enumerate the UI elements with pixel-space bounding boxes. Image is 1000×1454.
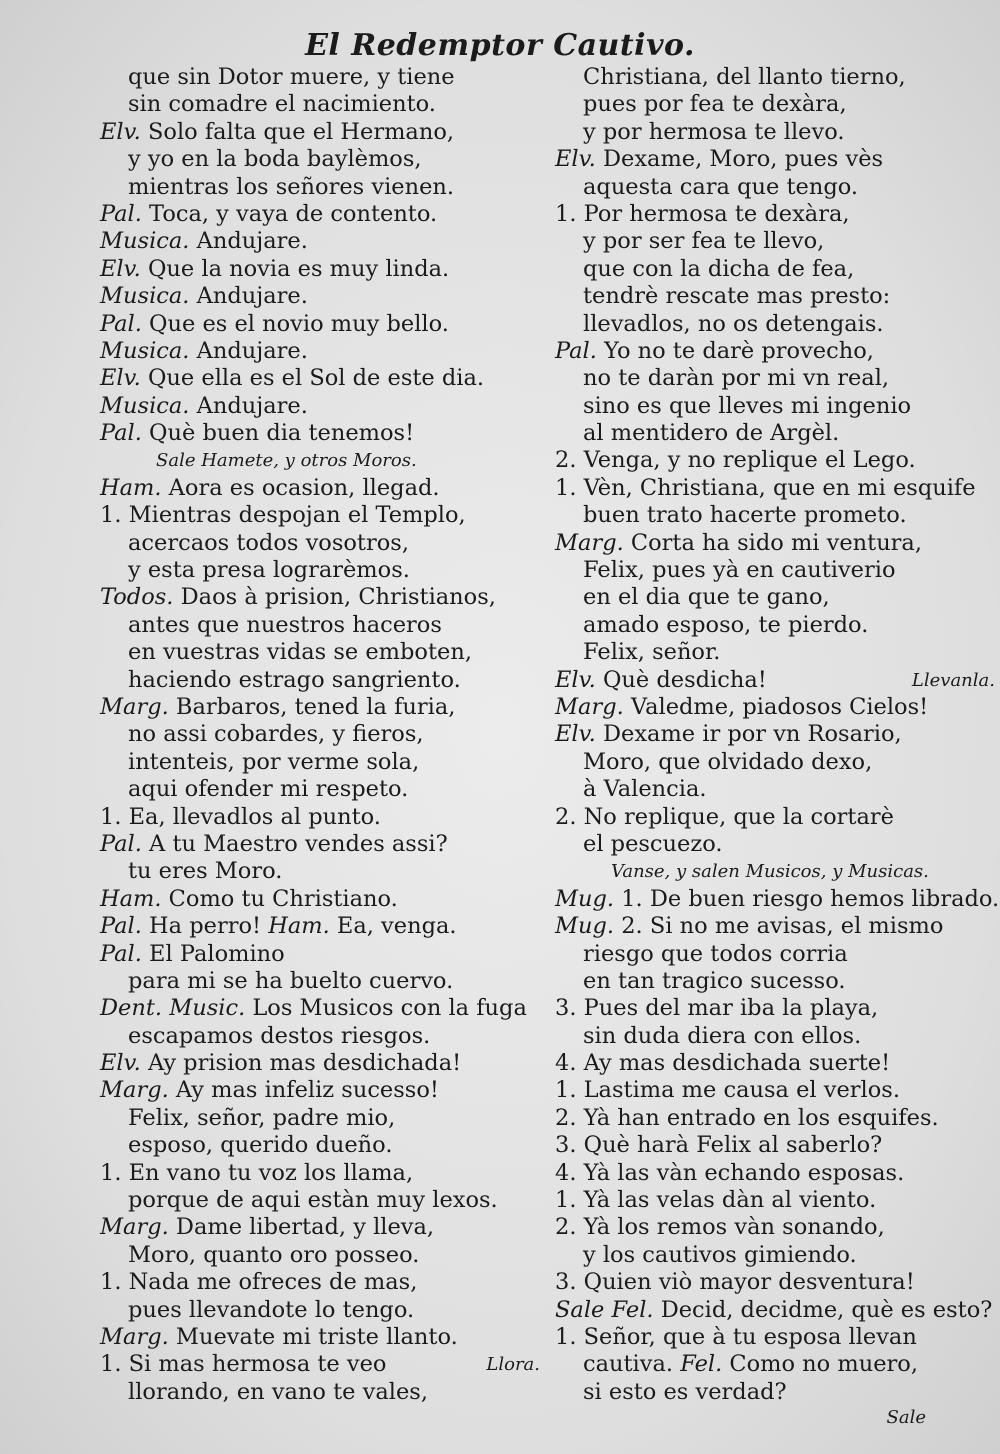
verse-text: Ea, venga. <box>329 913 457 940</box>
verse-text: y por hermosa te llevo. <box>583 118 845 145</box>
verse-text: sino es que lleves mi ingenio <box>583 392 912 419</box>
verse-text: Moro, quanto oro posseo. <box>128 1241 420 1268</box>
verse-text: Andujare. <box>189 283 308 310</box>
speaker-label: Elv. <box>555 146 596 173</box>
verse-text: haciendo estrago sangriento. <box>128 666 461 693</box>
page-header: El Redemptor Cautivo. <box>305 28 695 63</box>
speaker-label: Pal. <box>100 830 142 857</box>
verse-text: Andujare. <box>189 337 308 364</box>
verse-text: Ha perro! <box>141 913 269 940</box>
verse-line <box>555 941 995 968</box>
verse-line <box>100 667 540 694</box>
verse-text: 1. En vano tu voz los llama, <box>100 1159 414 1186</box>
verse-text: que sin Dotor muere, y tiene <box>128 64 455 90</box>
verse-line <box>100 146 540 173</box>
verse-line <box>555 502 995 529</box>
verse-text: y los cautivos gimiendo. <box>583 1241 857 1268</box>
verse-line <box>555 1077 995 1104</box>
verse-line <box>555 365 995 392</box>
verse-text: 2. No replique, que la cortarè <box>555 803 894 830</box>
verse-line <box>555 256 995 283</box>
speaker-label: Elv. <box>100 1050 141 1077</box>
speaker-label: Marg. <box>555 693 624 720</box>
verse-line <box>555 1269 995 1296</box>
verse-line <box>100 721 540 748</box>
verse-text: Barbaros, tened la furia, <box>168 693 456 720</box>
verse-text: Corta ha sido mi ventura, <box>623 529 923 556</box>
verse-text: 3. Pues del mar iba la playa, <box>555 995 879 1022</box>
verse-line <box>555 584 995 611</box>
verse-text: 1. Mientras despojan el Templo, <box>100 502 466 529</box>
verse-text: Como tu Christiano. <box>161 885 398 912</box>
verse-text: Aora es ocasion, llegad. <box>161 474 440 501</box>
verse-line <box>100 530 540 557</box>
verse-line <box>555 721 995 748</box>
verse-line <box>100 694 540 721</box>
verse-text: à Valencia. <box>583 776 707 803</box>
verse-text: tendrè rescate mas presto: <box>583 283 891 310</box>
verse-line <box>100 1077 540 1104</box>
verse-text: 2. Yà han entrado en los esquifes. <box>555 1104 939 1131</box>
verse-line <box>100 338 540 365</box>
verse-line <box>100 119 540 146</box>
verse-line <box>555 447 995 474</box>
speaker-label: Todos. <box>100 584 174 611</box>
verse-text: en tan tragico sucesso. <box>583 967 846 994</box>
verse-text: Ay prision mas desdichada! <box>140 1050 462 1077</box>
verse-line <box>555 64 995 91</box>
speaker-label: Elv. <box>100 118 141 145</box>
speaker-label: Musica. <box>100 283 190 310</box>
verse-text: Que ella es el Sol de este dia. <box>140 365 485 392</box>
verse-line <box>555 1132 995 1159</box>
verse-line <box>100 1132 540 1159</box>
verse-line <box>100 1297 540 1324</box>
verse-line <box>555 995 995 1022</box>
verse-line <box>555 612 995 639</box>
verse-line <box>555 1105 995 1132</box>
verse-text: Como no muero, <box>722 1351 918 1378</box>
right-column <box>555 64 1000 1406</box>
verse-text: no assi cobardes, y fieros, <box>128 721 424 748</box>
verse-text: Dame libertad, y lleva, <box>168 1214 435 1241</box>
verse-text: que con la dicha de fea, <box>583 255 855 282</box>
verse-line <box>100 174 540 201</box>
speaker-label: Pal. <box>100 200 142 227</box>
verse-text: Felix, señor, padre mio, <box>128 1104 396 1131</box>
verse-text: 1. Ea, llevadlos al punto. <box>100 803 381 830</box>
verse-line <box>555 913 995 940</box>
verse-text: Dexame, Moro, pues vès <box>595 146 884 173</box>
verse-line <box>100 91 540 118</box>
verse-line <box>100 776 540 803</box>
verse-line <box>100 968 540 995</box>
verse-text: 1. Si mas hermosa te veo <box>100 1351 387 1378</box>
verse-text: para mi se ha buelto cuervo. <box>128 967 454 994</box>
speaker-label: Pal. <box>555 337 597 364</box>
verse-line <box>100 1351 540 1378</box>
verse-text: 1. Señor, que à tu esposa llevan <box>555 1323 917 1350</box>
verse-text: Muevate mi triste llanto. <box>168 1323 458 1350</box>
verse-line <box>555 694 995 721</box>
verse-line <box>555 639 995 666</box>
verse-text: sin duda diera con ellos. <box>583 1022 862 1049</box>
verse-line <box>100 420 540 447</box>
verse-text: llevadlos, no os detengais. <box>583 310 884 337</box>
verse-text: 4. Yà las vàn echando esposas. <box>555 1159 905 1186</box>
verse-line <box>555 311 995 338</box>
verse-line <box>555 91 995 118</box>
speaker-label: Marg. <box>555 529 624 556</box>
speaker-label: Marg. <box>100 1214 169 1241</box>
speaker-label: Fel. <box>680 1351 723 1378</box>
verse-line <box>555 1351 995 1378</box>
verse-text: Què buen dia tenemos! <box>141 420 415 447</box>
verse-line <box>100 804 540 831</box>
verse-line <box>100 858 540 885</box>
speaker-label: Pal. <box>100 940 142 967</box>
verse-text: acercaos todos vosotros, <box>128 529 409 556</box>
speaker-label: Ham. <box>100 885 162 912</box>
verse-line <box>100 1269 540 1296</box>
verse-line <box>100 1023 540 1050</box>
verse-line <box>555 968 995 995</box>
verse-text: cautiva. <box>583 1351 681 1378</box>
verse-line <box>100 941 540 968</box>
verse-text: A tu Maestro vendes assi? <box>141 830 448 857</box>
verse-text: intenteis, por verme sola, <box>128 748 420 775</box>
verse-text: 1. Yà las velas dàn al viento. <box>555 1187 877 1214</box>
verse-text: Ay mas infeliz sucesso! <box>168 1077 439 1104</box>
verse-text: 4. Ay mas desdichada suerte! <box>555 1050 891 1077</box>
verse-text: al mentidero de Argèl. <box>583 420 840 447</box>
verse-text: 3. Què harà Felix al saberlo? <box>555 1132 883 1159</box>
verse-text: 1. Nada me ofreces de mas, <box>100 1269 418 1296</box>
speaker-label: Mug. <box>555 885 615 912</box>
verse-line <box>555 283 995 310</box>
verse-text: Andujare. <box>189 392 308 419</box>
verse-line <box>555 1242 995 1269</box>
verse-line <box>100 311 540 338</box>
verse-text: 2. Venga, y no replique el Lego. <box>555 447 916 474</box>
verse-text: 1. Vèn, Christiana, que en mi esquife <box>555 474 976 501</box>
verse-text: Toca, y vaya de contento. <box>141 200 438 227</box>
verse-line <box>100 831 540 858</box>
verse-text: amado esposo, te pierdo. <box>583 611 869 638</box>
verse-line <box>100 749 540 776</box>
verse-text: llorando, en vano te vales, <box>128 1378 428 1405</box>
verse-text: aqui ofender mi respeto. <box>128 776 409 803</box>
verse-text: buen trato hacerte prometo. <box>583 502 907 529</box>
verse-line <box>100 283 540 310</box>
verse-line <box>555 228 995 255</box>
verse-text: pues llevandote lo tengo. <box>128 1296 415 1323</box>
verse-text: mientras los señores vienen. <box>128 173 455 200</box>
verse-line <box>100 1050 540 1077</box>
speaker-label: Marg. <box>100 693 169 720</box>
verse-text: El Palomino <box>141 940 285 967</box>
verse-text: Que la novia es muy linda. <box>140 255 450 282</box>
stage-direction: Sale Hamete, y otros Moros. <box>156 450 417 472</box>
verse-line <box>100 1214 540 1241</box>
verse-line <box>555 1379 995 1406</box>
verse-text: en el dia que te gano, <box>583 584 830 611</box>
verse-line <box>100 475 540 502</box>
verse-line <box>555 1324 995 1351</box>
verse-line <box>100 228 540 255</box>
verse-text: Valedme, piadosos Cielos! <box>623 693 929 720</box>
verse-text: Los Musicos con la fuga <box>245 995 527 1022</box>
verse-text: en vuestras vidas se emboten, <box>128 639 472 666</box>
verse-text: Yo no te darè provecho, <box>596 337 874 364</box>
verse-text: pues por fea te dexàra, <box>583 91 847 118</box>
verse-text: y por ser fea te llevo, <box>583 228 825 255</box>
verse-text: Christiana, del llanto tierno, <box>583 64 906 90</box>
speaker-label: Musica. <box>100 337 190 364</box>
verse-line <box>555 831 995 858</box>
verse-line <box>555 749 995 776</box>
verse-text: escapamos destos riesgos. <box>128 1022 431 1049</box>
verse-line <box>100 584 540 611</box>
verse-text: Felix, pues yà en cautiverio <box>583 557 896 584</box>
verse-line <box>100 1379 540 1406</box>
verse-line <box>555 1297 995 1324</box>
speaker-label: Ham. <box>100 474 162 501</box>
verse-text: porque de aqui estàn muy lexos. <box>128 1187 498 1214</box>
verse-text: Daos à prision, Christianos, <box>173 584 496 611</box>
verse-text: Felix, señor. <box>583 639 721 666</box>
verse-line <box>555 1214 995 1241</box>
stage-direction-inline: Llevanla. <box>911 669 995 691</box>
verse-text: 1. De buen riesgo hemos librado. <box>614 885 1000 912</box>
verse-line <box>555 667 995 694</box>
verse-text: 1. Lastima me causa el verlos. <box>555 1077 900 1104</box>
verse-line <box>555 1023 995 1050</box>
verse-text: Moro, que olvidado dexo, <box>583 748 873 775</box>
verse-line <box>100 612 540 639</box>
verse-line <box>555 201 995 228</box>
speaker-label: Pal. <box>100 420 142 447</box>
verse-text: Que es el novio muy bello. <box>141 310 449 337</box>
verse-line <box>100 201 540 228</box>
verse-line <box>100 1187 540 1214</box>
verse-text: no te daràn por mi vn real, <box>583 365 890 392</box>
verse-line <box>100 502 540 529</box>
speaker-label: Pal. <box>100 913 142 940</box>
verse-line <box>555 475 995 502</box>
speaker-label: Musica. <box>100 392 190 419</box>
verse-line <box>100 393 540 420</box>
verse-line <box>555 530 995 557</box>
stage-direction: Vanse, y salen Musicos, y Musicas. <box>611 861 929 883</box>
verse-line <box>555 146 995 173</box>
verse-text: riesgo que todos corria <box>583 940 848 967</box>
verse-line <box>555 804 995 831</box>
verse-line <box>100 995 540 1022</box>
verse-line <box>555 776 995 803</box>
verse-line <box>555 1050 995 1077</box>
speaker-label: Sale Fel. <box>555 1296 654 1323</box>
verse-text: 1. Por hermosa te dexàra, <box>555 200 850 227</box>
speaker-label: Elv. <box>100 255 141 282</box>
verse-text: Dexame ir por vn Rosario, <box>595 721 902 748</box>
verse-line <box>100 1242 540 1269</box>
verse-line <box>100 886 540 913</box>
verse-text: si esto es verdad? <box>583 1378 787 1405</box>
speaker-label: Marg. <box>100 1323 169 1350</box>
verse-line <box>100 639 540 666</box>
verse-line <box>555 338 995 365</box>
speaker-label: Pal. <box>100 310 142 337</box>
verse-line <box>555 420 995 447</box>
verse-line <box>100 64 540 91</box>
verse-text: antes que nuestros haceros <box>128 611 442 638</box>
verse-line <box>555 393 995 420</box>
verse-text: el pescuezo. <box>583 830 723 857</box>
verse-text: Decid, decidme, què es esto? <box>653 1296 993 1323</box>
verse-text: y esta presa lograrèmos. <box>128 557 410 584</box>
catchword: Sale <box>886 1407 926 1428</box>
speaker-label: Dent. Music. <box>100 995 246 1022</box>
verse-text: Andujare. <box>189 228 308 255</box>
verse-line <box>555 885 1000 913</box>
stage-direction-inline: Llora. <box>486 1354 540 1376</box>
verse-line <box>100 1160 540 1187</box>
verse-line <box>555 1160 995 1187</box>
verse-line <box>100 365 540 392</box>
speaker-label: Marg. <box>100 1077 169 1104</box>
speaker-label: Mug. <box>555 913 615 940</box>
verse-text: sin comadre el nacimiento. <box>128 91 436 118</box>
verse-line <box>100 913 540 940</box>
verse-line <box>100 1105 540 1132</box>
speaker-label: Ham. <box>268 913 330 940</box>
verse-line <box>555 119 995 146</box>
verse-text: tu eres Moro. <box>128 858 283 885</box>
verse-line <box>100 557 540 584</box>
verse-text: y yo en la boda baylèmos, <box>128 146 422 173</box>
verse-line <box>100 1324 540 1351</box>
verse-line <box>100 256 540 283</box>
verse-line <box>555 174 995 201</box>
verse-text: Solo falta que el Hermano, <box>140 118 455 145</box>
verse-text: 2. Yà los remos vàn sonando, <box>555 1214 885 1241</box>
speaker-label: Elv. <box>555 666 596 693</box>
speaker-label: Elv. <box>100 365 141 392</box>
verse-text: Què desdicha! <box>595 666 767 693</box>
verse-text: esposo, querido dueño. <box>128 1132 393 1159</box>
verse-line <box>555 1187 995 1214</box>
verse-text: 2. Si no me avisas, el mismo <box>614 913 944 940</box>
verse-line <box>555 557 995 584</box>
left-column <box>100 64 540 1406</box>
speaker-label: Musica. <box>100 228 190 255</box>
verse-text: aquesta cara que tengo. <box>583 173 859 200</box>
speaker-label: Elv. <box>555 721 596 748</box>
verse-text: 3. Quien viò mayor desventura! <box>555 1269 915 1296</box>
